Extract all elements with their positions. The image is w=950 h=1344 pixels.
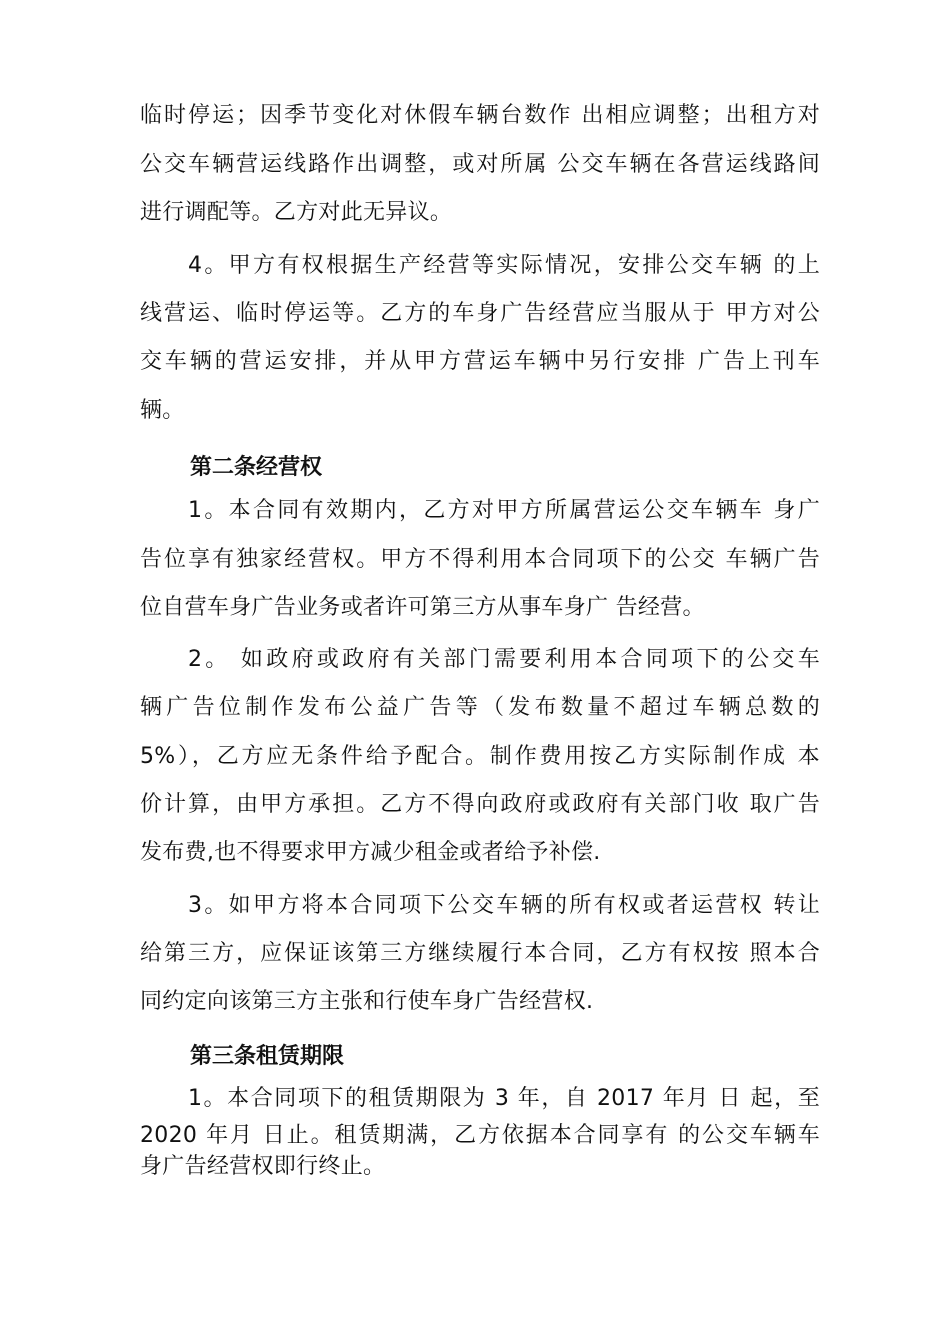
paragraph-line: 1。本合同有效期内，乙方对甲方所属营运公交车辆车 身广 xyxy=(188,498,820,523)
paragraph-line: 身广告经营权即行终止。 xyxy=(140,1154,386,1179)
paragraph-line: 价计算，由甲方承担。乙方不得向政府或政府有关部门收 取广告 xyxy=(140,792,820,817)
paragraph-line: 同约定向该第三方主张和行使车身广告经营权. xyxy=(140,989,594,1014)
paragraph-line: 位自营车身广告业务或者许可第三方从事车身广 告经营。 xyxy=(140,595,705,620)
paragraph-line: 5%），乙方应无条件给予配合。制作费用按乙方实际制作成 本 xyxy=(140,744,820,769)
paragraph-line: 辆广告位制作发布公益广告等（发布数量不超过车辆总数的 xyxy=(140,695,820,720)
paragraph-line: 进行调配等。乙方对此无异议。 xyxy=(140,200,453,225)
paragraph-line: 临时停运；因季节变化对休假车辆台数作 出相应调整；出租方对 xyxy=(140,103,820,128)
paragraph-line: 交车辆的营运安排，并从甲方营运车辆中另行安排 广告上刊车 xyxy=(140,349,820,374)
paragraph-line: 线营运、临时停运等。乙方的车身广告经营应当服从于 甲方对公 xyxy=(140,301,820,326)
paragraph-line: 3。如甲方将本合同项下公交车辆的所有权或者运营权 转让 xyxy=(188,893,820,918)
paragraph-line: 给第三方，应保证该第三方继续履行本合同，乙方有权按 照本合 xyxy=(140,941,820,966)
paragraph-line: 1。本合同项下的租赁期限为 3 年，自 2017 年月 日 起，至 xyxy=(188,1086,820,1111)
paragraph-line: 公交车辆营运线路作出调整，或对所属 公交车辆在各营运线路间 xyxy=(140,152,820,177)
paragraph-line: 辆。 xyxy=(140,398,185,423)
section-heading: 第二条经营权 xyxy=(190,455,323,480)
section-heading: 第三条租赁期限 xyxy=(190,1044,345,1069)
paragraph-line: 告位享有独家经营权。甲方不得利用本合同项下的公交 车辆广告 xyxy=(140,547,820,572)
paragraph-line: 4。甲方有权根据生产经营等实际情况，安排公交车辆 的上 xyxy=(188,253,820,278)
paragraph-line: 发布费,也不得要求甲方减少租金或者给予补偿. xyxy=(140,840,601,865)
paragraph-line: 2020 年月 日止。租赁期满，乙方依据本合同享有 的公交车辆车 xyxy=(140,1123,820,1148)
paragraph-line: 2。 如政府或政府有关部门需要利用本合同项下的公交车 xyxy=(188,647,820,672)
